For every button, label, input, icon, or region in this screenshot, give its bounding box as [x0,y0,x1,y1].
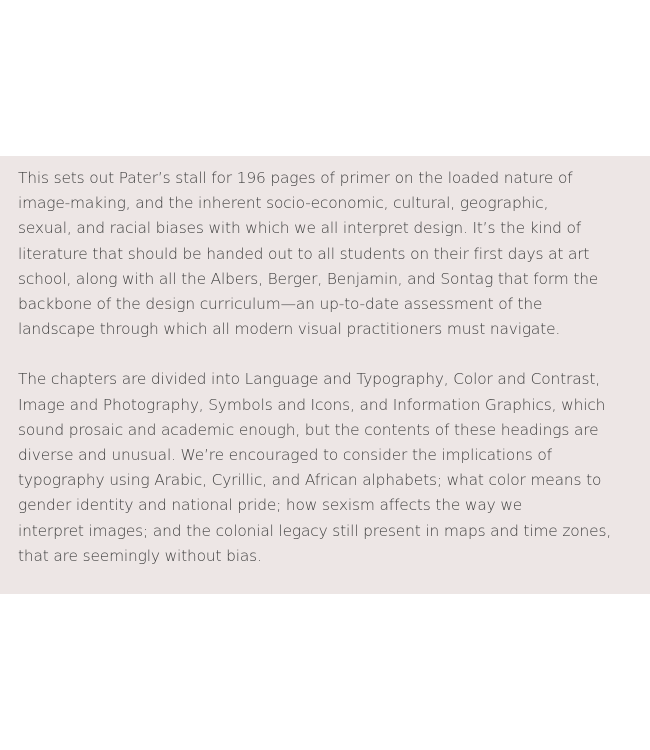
paragraph-line: that are seemingly without bias. [18,546,262,565]
paragraph-line: gender identity and national pride; how sexism affects the way we [18,496,523,515]
paragraph-1 [18,166,643,342]
paragraph-line: school, along with all the Albers, Berger, Benjamin, and Sontag that form the [18,269,599,288]
paragraph-line: landscape through which all modern visual practitioners must navigate. [18,320,561,339]
paragraph-line: The chapters are divided into Language and Typography, Color and Contrast, [18,370,600,389]
paragraph-line: This sets out Pater’s stall for 196 pages of primer on the loaded nature of [18,169,573,187]
paragraph-line: backbone of the design curriculum—an up-to-date assessment of the [18,295,543,314]
paragraph-line: literature that should be handed out to all students on their first days at art [18,244,590,263]
paragraph-line: image-making, and the inherent socio-economic, cultural, geographic, [18,194,549,213]
paragraph-2 [18,367,643,569]
paragraph-line: sexual, and racial biases with which we all interpret design. It’s the kind of [18,219,582,238]
paragraph-line: interpret images; and the colonial legacy still present in maps and time zones, [18,521,612,540]
paragraph-line: sound prosaic and academic enough, but the contents of these headings are [18,420,599,439]
paragraph-line: typography using Arabic, Cyrillic, and African alphabets; what color means to [18,471,602,490]
paragraph-line: Image and Photography, Symbols and Icons, and Information Graphics, which [18,395,606,414]
article-body [18,166,643,569]
paragraph-line: diverse and unusual. We’re encouraged to consider the implications of [18,446,552,465]
